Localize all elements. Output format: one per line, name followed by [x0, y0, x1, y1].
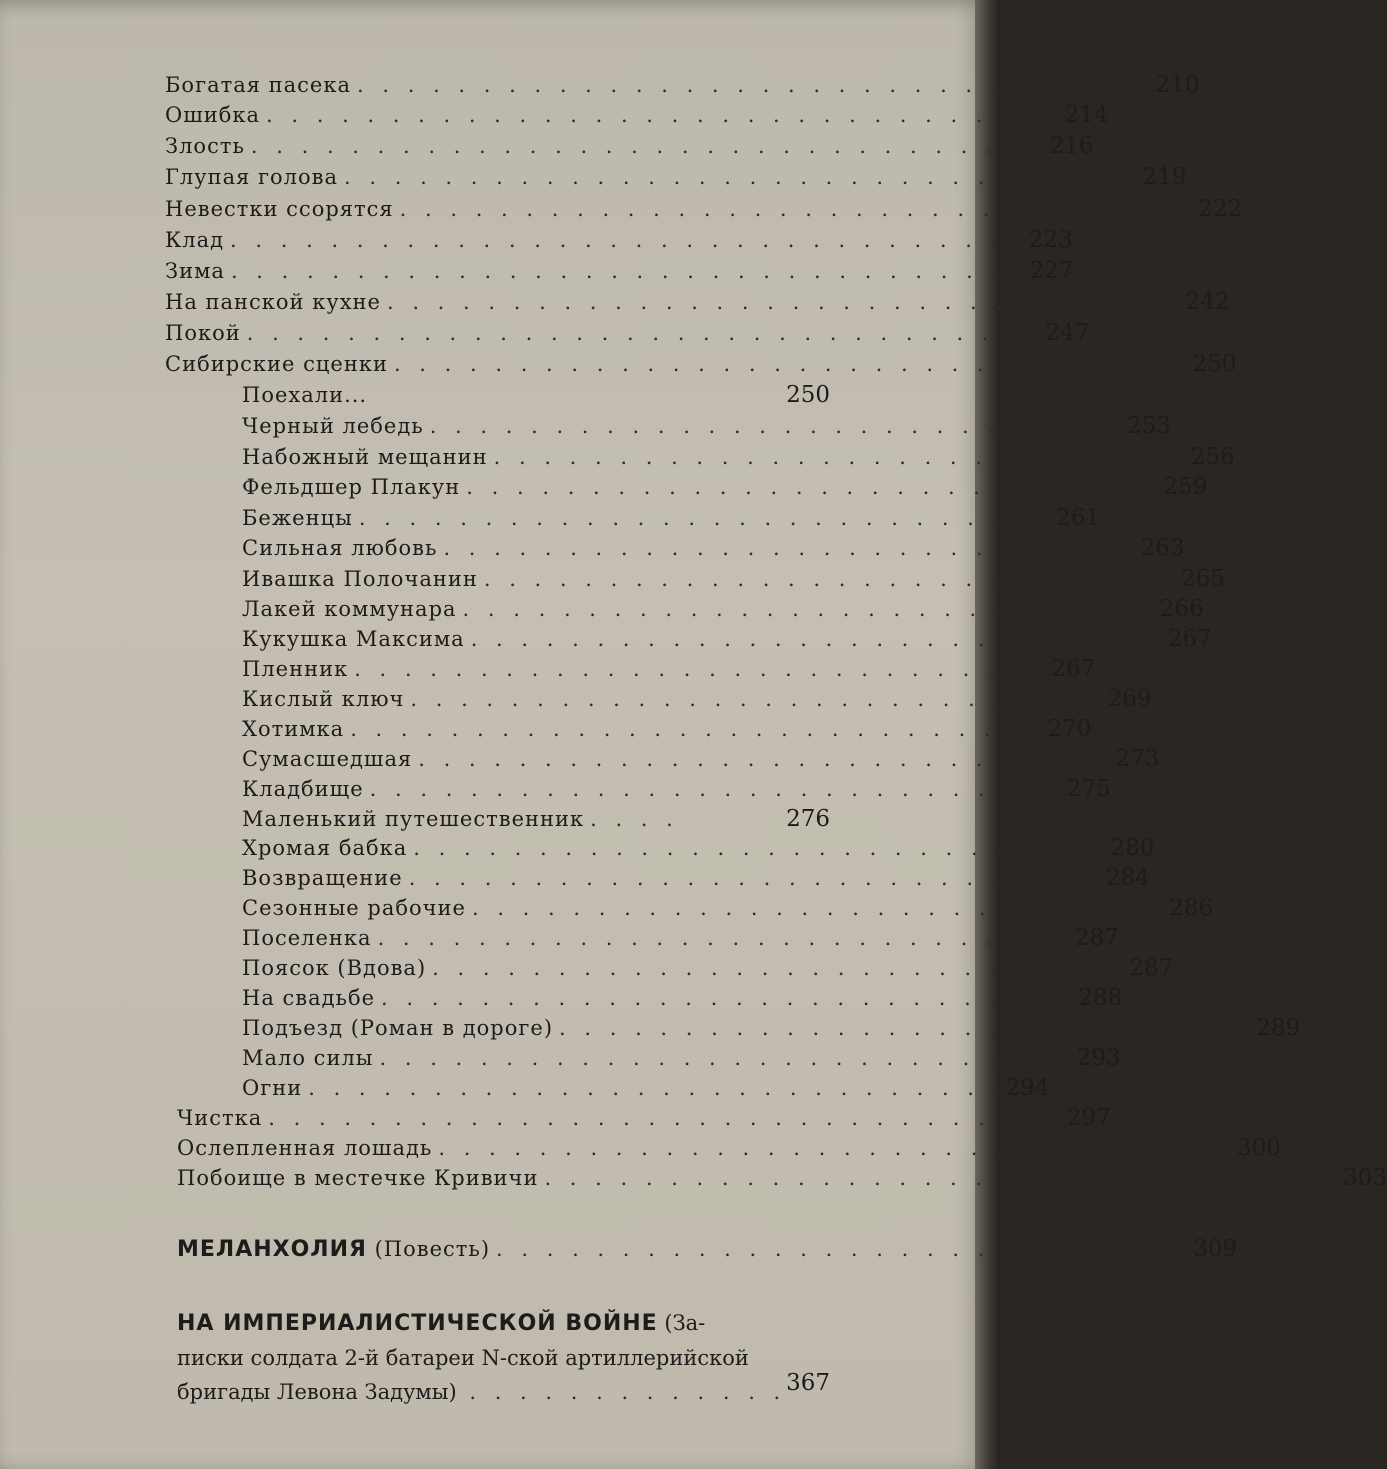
toc-sub-entry	[242, 382, 830, 408]
section-title: МЕЛАНХОЛИЯ	[177, 1237, 367, 1262]
war-line-3-text: бригады Левона Задумы)	[177, 1380, 457, 1404]
dot-leader: . . . . . . . . . . . . . . . . . . . . . . . . . . . . . . . .	[230, 228, 1029, 252]
dot-leader: . . . .	[590, 807, 679, 831]
toc-entry-title: Клад	[165, 228, 225, 252]
toc-entry-title: Пленник	[242, 657, 349, 681]
toc-entry-page: 280	[1110, 835, 1155, 861]
toc-entry-title: Хотимка	[242, 717, 345, 741]
toc-entry-title: Кислый ключ	[242, 687, 405, 711]
toc-entry-page: 261	[1056, 505, 1100, 531]
toc-sub-entry	[242, 746, 1160, 772]
toc-section-entry	[177, 1236, 1238, 1262]
toc-entry-page: 219	[1142, 164, 1187, 190]
dot-leader: . . . . . . . . . . . . . . . . . . . . . . . . . . . . . . . .	[544, 1166, 1343, 1190]
dot-leader: . . . . . . . . . . . . . . . . . . . . . . . . . . . .	[462, 597, 1160, 621]
toc-entry-title: Зима	[165, 259, 225, 283]
dot-leader: . . . . . . . . . . . . . . . . . . . . . . . . . . . . . . . .	[386, 290, 1186, 314]
toc-entry-title: Черный лебедь	[242, 414, 424, 438]
toc-sub-entry	[242, 566, 1225, 592]
toc-section-heading	[177, 1237, 496, 1262]
toc-entry-title: Огни	[242, 1076, 303, 1100]
dot-leader: . . . . . . . . . . . . . . . . . . . . . . . . . . . .	[470, 627, 1168, 651]
toc-entry-title: Кукушка Максима	[242, 627, 465, 651]
toc-entry-title: Мало силы	[242, 1046, 374, 1070]
toc-entry-page: 294	[1005, 1075, 1050, 1101]
toc-entry-title: На свадьбе	[242, 986, 376, 1010]
toc-sub-entry	[242, 1075, 1050, 1101]
dot-leader: . . . . . . . . . . . . . . . . . . . . . . . . . . . .	[483, 567, 1181, 591]
toc-entry	[165, 351, 1237, 377]
toc-entry-title: Ослепленная лошадь	[177, 1136, 433, 1160]
toc-entry-page: 227	[1029, 258, 1074, 284]
toc-entry-page: 259	[1163, 474, 1208, 500]
toc-sub-entry	[242, 925, 1119, 951]
toc-entry-title: Маленький путешественник	[242, 807, 585, 831]
toc-entry-title: Поехали...	[242, 383, 368, 407]
dot-leader: . . . . . . . . . . . . . . . . . . . . . . . . . . . .	[429, 414, 1127, 438]
toc-entry-page: 247	[1045, 320, 1090, 346]
dot-leader: . . . . . . . . . . . . . . . . . . . . . . . . . . . . . . . .	[250, 134, 1050, 158]
toc-sub-entry	[242, 444, 1235, 470]
dot-leader: . . . . . . . . . . . . . . . . . . . . . . . . . . . .	[471, 896, 1170, 920]
dot-leader: . . . . . . . . . . . . . . . . . . . . . . . . . . . .	[408, 866, 1106, 890]
toc-entry-page: 222	[1198, 196, 1243, 222]
toc-entry-title: Беженцы	[242, 506, 353, 530]
toc-entry-title: Сибирские сценки	[165, 352, 388, 376]
toc-sub-entry	[242, 474, 1208, 500]
dot-leader: . . . . . . . . . . . . .	[456, 1380, 787, 1404]
section-note: (За-	[664, 1311, 706, 1335]
toc-entry	[177, 1165, 1387, 1191]
toc-entry-page: 256	[1190, 444, 1235, 470]
toc-sub-entry	[242, 413, 1171, 439]
toc-entry-page: 286	[1169, 895, 1214, 921]
toc-entry-title: Глупая голова	[165, 165, 339, 189]
dot-leader: . . . . . . . . . . . . . . . . . . . . . . . . . . . . . . . .	[344, 165, 1143, 189]
toc-entry	[165, 102, 1109, 128]
dot-leader: . . . . . . . . . . . . . . . . . . . . . . . . . . . .	[410, 687, 1108, 711]
toc-sub-entry	[242, 1015, 1301, 1041]
toc-entry-page: 273	[1115, 746, 1160, 772]
toc-entry-page: 269	[1107, 686, 1152, 712]
toc-entry-title: Невестки ссорятся	[165, 197, 394, 221]
toc-sub-entry	[242, 806, 830, 832]
toc-sub-entry	[242, 716, 1092, 742]
toc-sub-entry	[242, 535, 1185, 561]
dot-leader: . . . . . . . . . . . . . . . . . . . . . . . . . . . .	[443, 536, 1141, 560]
toc-entry-page: 288	[1078, 985, 1123, 1011]
dot-leader: . . . . . . . . . . . . . . . . . . . . . . . . . . . . . . . .	[399, 197, 1199, 221]
dot-leader: . . . . . . . . . . . . . . . . . . . . . . . . . . . .	[377, 926, 1075, 950]
dot-leader: . . . . . . . . . . . . . . . . . . . . . . . . . . . . . . . .	[266, 103, 1065, 127]
dot-leader: . . . . . . . . . . . . . . . . . . . . . . . . . . . .	[379, 1046, 1077, 1070]
toc-entry-title: Поясок (Вдова)	[242, 956, 427, 980]
dot-leader: . . . . . . . . . . . . . . . . . . . . . . . . . . . . . . . .	[438, 1136, 1237, 1160]
dot-leader: . . . . . . . . . . . . . . . . . . . . . . . . . . . .	[418, 747, 1116, 771]
dot-leader: . . . . . . . . . . . . . . . . . . . . . . . . . . . .	[493, 445, 1191, 469]
war-line-1	[177, 1306, 830, 1341]
toc-entry-page: 287	[1074, 925, 1119, 951]
toc-entry	[165, 133, 1094, 159]
toc-entry	[177, 1105, 1111, 1131]
toc-entry-page: 303	[1343, 1165, 1387, 1191]
toc-sub-entry	[242, 1045, 1121, 1071]
toc-entry-page: 223	[1028, 227, 1073, 253]
toc-sub-entry	[242, 955, 1174, 981]
toc-entry-title: На панской кухне	[165, 290, 381, 314]
toc-entry-page: 270	[1047, 716, 1092, 742]
war-line-3	[177, 1375, 830, 1409]
toc-entry-page: 263	[1140, 535, 1185, 561]
toc-entry-title: Набожный мещанин	[242, 445, 488, 469]
toc-entry-page: 284	[1105, 865, 1150, 891]
toc-sub-entry	[242, 985, 1123, 1011]
dot-leader: . . . . . . . . . . . . . . . . . . . . . . . . . . . .	[496, 1237, 1194, 1261]
toc-entry	[165, 72, 1200, 98]
toc-entry-title: Чистка	[177, 1106, 263, 1130]
toc-section-entry	[177, 1306, 830, 1409]
toc-entry-page: 253	[1126, 413, 1171, 439]
toc-sub-entry	[242, 686, 1152, 712]
toc-entry	[165, 164, 1187, 190]
toc-entry-page: 289	[1256, 1015, 1301, 1041]
dot-leader: . . . . . . . . . . . . . . . . . . . . . . . . . . . . . . . .	[268, 1106, 1067, 1130]
toc-entry-title: Злость	[165, 134, 245, 158]
toc-entry-page: 266	[1159, 596, 1204, 622]
toc-entry-title: Фельдшер Плакун	[242, 475, 461, 499]
toc-entry	[165, 320, 1090, 346]
toc-sub-entry	[242, 626, 1212, 652]
toc-entry-title: Богатая пасека	[165, 73, 352, 97]
toc-entry-title: Лакей коммунара	[242, 597, 457, 621]
toc-entry-page: 275	[1066, 776, 1111, 802]
toc-entry-page: 309	[1193, 1236, 1238, 1262]
dot-leader: . . . . . . . . . . . . . . . . . . . . . . . . . . . .	[358, 506, 1056, 530]
dot-leader: . . . . . . . . . . . . . . . . . . . . . . . . . . . . . . . .	[246, 321, 1046, 345]
toc-entry	[165, 196, 1243, 222]
dot-leader: . . . . . . . . . . . . . . . . . . . . . . . . . . . .	[381, 986, 1079, 1010]
dot-leader: . . . . . . . . . . . . . . . . . . . . . . . . . . . . . . . .	[230, 259, 1030, 283]
toc-entry-title: Сезонные рабочие	[242, 896, 466, 920]
dot-leader: . . . . . . . . . . . . . . . . . . . . . . . . . . . .	[432, 956, 1130, 980]
toc-entry-page: 267	[1051, 656, 1096, 682]
toc-entry	[165, 258, 1074, 284]
dot-leader: . . . . . . . . . . . . . . . . . . . . . . . . . . . .	[308, 1076, 1006, 1100]
toc-sub-entry	[242, 835, 1155, 861]
toc-entry-page: 300	[1236, 1135, 1281, 1161]
toc-sub-entry	[242, 895, 1214, 921]
toc-entry-page: 210	[1155, 72, 1200, 98]
toc-entry-page: 287	[1129, 955, 1174, 981]
toc-sub-entry	[242, 865, 1150, 891]
toc-entry-title: Возвращение	[242, 866, 403, 890]
toc-entry-page: 250	[786, 382, 830, 408]
dot-leader: . . . . . . . . . . . . . . . . . . . . . . . . . . . . . . . .	[357, 73, 1156, 97]
war-line-2: писки солдата 2-й батареи N-ской артиллерийской	[177, 1346, 749, 1370]
dot-leader: . . . . . . . . . . . . . . . . . . . . . . . . . . . .	[559, 1016, 1257, 1040]
toc-entry-title: Ошибка	[165, 103, 261, 127]
toc-entry-title: Хромая бабка	[242, 836, 408, 860]
toc-entry-title: Сумасшедшая	[242, 747, 413, 771]
toc-entry-page: 216	[1049, 133, 1094, 159]
toc-entry-page: 367	[786, 1370, 830, 1396]
toc-entry-page: 265	[1181, 566, 1225, 592]
toc-entry-title: Ивашка Полочанин	[242, 567, 478, 591]
section-note: (Повесть)	[374, 1237, 491, 1261]
toc-sub-entry	[242, 505, 1100, 531]
toc-entry-title: Кладбище	[242, 777, 364, 801]
toc-sub-entry	[242, 656, 1096, 682]
dot-leader: . . . . . . . . . . . . . . . . . . . . . . . . . . . .	[354, 657, 1052, 681]
toc-sub-entry	[242, 776, 1111, 802]
toc-entry-page: 214	[1064, 102, 1109, 128]
toc-entry	[165, 289, 1230, 315]
toc-entry-page: 297	[1066, 1105, 1111, 1131]
section-title: НА ИМПЕРИАЛИСТИЧЕСКОЙ ВОЙНЕ	[177, 1311, 658, 1336]
toc-entry-page: 276	[786, 806, 830, 832]
dot-leader: . . . . . . . . . . . . . . . . . . . . . . . . . . . .	[369, 777, 1067, 801]
toc-entry-page: 250	[1192, 351, 1237, 377]
dot-leader: . . . . . . . . . . . . . . . . . . . . . . . . . . . .	[466, 475, 1164, 499]
toc-entry-title: Покой	[165, 321, 241, 345]
dot-leader: . . . . . . . . . . . . . . . . . . . . . . . . . . . .	[413, 836, 1111, 860]
dot-leader: . . . . . . . . . . . . . . . . . . . . . . . . . . . . . . . .	[393, 352, 1193, 376]
toc-entry-page: 293	[1076, 1045, 1121, 1071]
toc-entry-title: Поселенка	[242, 926, 372, 950]
toc-entry-title: Подъезд (Роман в дороге)	[242, 1016, 554, 1040]
toc-sub-entry	[242, 596, 1204, 622]
toc-entry-page: 242	[1185, 289, 1230, 315]
dot-leader: . . . . . . . . . . . . . . . . . . . . . . . . . . . .	[350, 717, 1048, 741]
toc-entry-title: Сильная любовь	[242, 536, 438, 560]
toc-entry	[165, 227, 1073, 253]
toc-entry-page: 267	[1167, 626, 1212, 652]
toc-entry	[177, 1135, 1281, 1161]
toc-entry-title: Побоище в местечке Кривичи	[177, 1166, 539, 1190]
